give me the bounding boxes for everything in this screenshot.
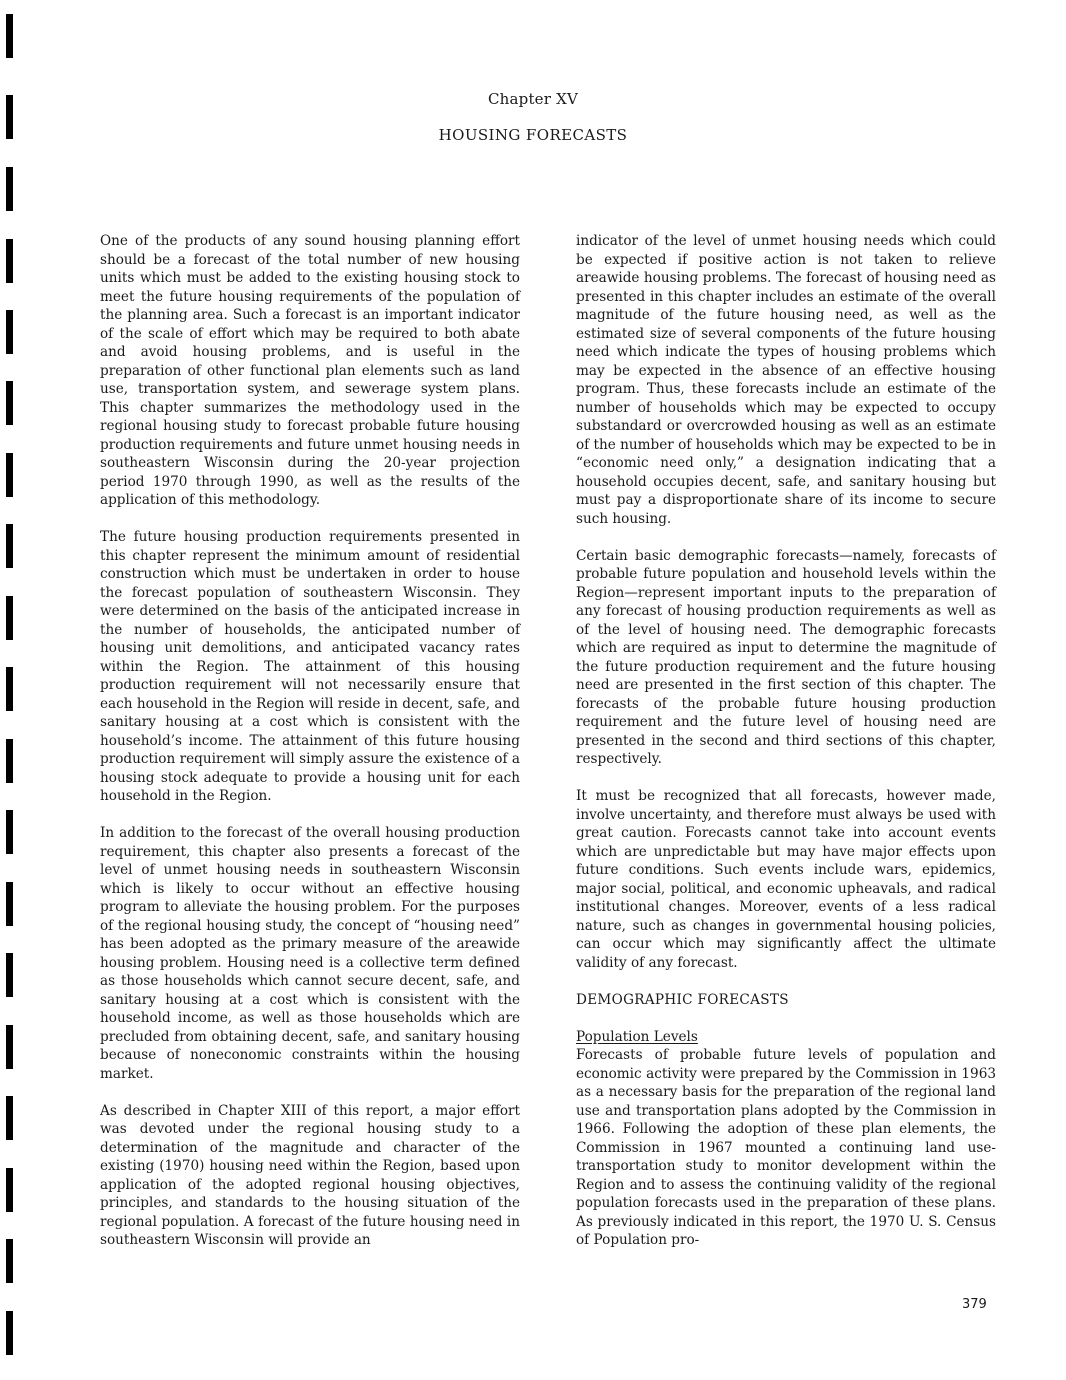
body-paragraph: indicator of the level of unmet housing needs which could be expected if positive action is not taken to relieve areawide housing problems. The forecast of housing need as presented in this chapter includes an estimate of the overall magnitude of the future housing need, as well as the estimated size of several components of the future housing need which indicate the types of housing problems which may be expected in the absence of an effective housing program. Thus, these forecasts include an estimate of the number of households which may be expected to occupy substandard or overcrowded housing as well as an estimate of the number of households which may be expected to be in “economic need only,” a designation indicating that a household occupies decent, safe, and sanitary housing but must pay a disproportionate share of its income to secure such housing.: [576, 233, 996, 527]
binding-hole: [6, 1168, 13, 1212]
page-number: 379: [962, 1297, 987, 1312]
body-paragraph: As described in Chapter XIII of this report, a major effort was devoted under the regional housing study to a determination of the magnitude and character of the existing (1970) housing need within the Region, based upon application of the adopted regional housing objectives, principles, and standards to the housing situation of the regional population. A forecast of the future housing need in southeastern Wisconsin will provide an: [100, 1102, 520, 1248]
binding-hole: [6, 810, 13, 854]
body-paragraph: Certain basic demographic forecasts—namely, forecasts of probable future population and household levels within the Region—represent important inputs to the preparation of any forecast of housing production requirements as well as of the level of housing need. The demographic forecasts which are required as input to determine the magnitude of the future production requirement and the future housing need are presented in the first section of this chapter. The forecasts of the probable future housing production requirement and the future level of housing need are presented in the second and third sections of this chapter, respectively.: [576, 547, 996, 767]
binding-hole: [6, 596, 13, 640]
binding-hole: [6, 1239, 13, 1283]
right-column: [576, 232, 996, 1268]
binding-hole: [6, 524, 13, 568]
body-paragraph: The future housing production requirements presented in this chapter represent the minimum amount of residential construction which must be undertaken in order to house the forecast population of southeastern Wisconsin. They were determined on the basis of the anticipated increase in the number of households, the anticipated number of housing unit demolitions, and anticipated vacancy rates within the Region. The attainment of this housing production requirement will not necessarily ensure that each household in the Region will reside in decent, safe, and sanitary housing at a cost which is consistent with the household’s income. The attainment of this future housing production requirement will simply assure the existence of a housing stock adequate to provide a housing unit for each household in the Region.: [100, 529, 520, 804]
section-heading: DEMOGRAPHIC FORECASTS: [576, 991, 789, 1008]
binding-hole: [6, 739, 13, 783]
body-paragraph: One of the products of any sound housing planning effort should be a forecast of the total number of new housing units which must be added to the existing housing stock to meet the future housing requirements of the population of the planning area. Such a forecast is an important indicator of the scale of effort which may be required to both abate and avoid housing problems, and is useful in the preparation of other functional plan elements such as land use, transportation system, and sewerage system plans. This chapter summarizes the methodology used in the regional housing study to forecast probable future housing production requirements and future unmet housing needs in southeastern Wisconsin during the 20-year projection period 1970 through 1990, as well as the results of the application of this methodology.: [100, 233, 520, 508]
body-paragraph: It must be recognized that all forecasts, however made, involve uncertainty, and therefore must always be used with great caution. Forecasts cannot take into account events which are unpredictable but may have major effects upon future conditions. Such events include wars, epidemics, major social, political, and economic upheavals, and radical institutional changes. Moreover, events of a less radical nature, such as changes in governmental housing policies, can occur which may significantly affect the ultimate validity of any forecast.: [576, 788, 996, 971]
subsection-heading: Population Levels: [576, 1028, 698, 1045]
binding-hole: [6, 310, 13, 354]
chapter-title: HOUSING FORECASTS: [438, 126, 628, 144]
binding-hole: [6, 1096, 13, 1140]
binding-hole: [6, 14, 13, 58]
body-paragraph: In addition to the forecast of the overall housing production requirement, this chapter also presents a forecast of the level of unmet housing needs in southeastern Wisconsin which is likely to occur without an effective housing program to alleviate the housing problem. For the purposes of the regional housing study, the concept of “housing need” has been adopted as the primary measure of the areawide housing problem. Housing need is a collective term defined as those households which cannot secure decent, safe, and sanitary housing at a cost which is consistent with the household income, as well as those households which are precluded from obtaining decent, safe, and sanitary housing because of noneconomic constraints within the housing market.: [100, 825, 520, 1082]
left-column: [100, 232, 520, 1268]
binding-holes: [6, 0, 20, 1380]
binding-hole: [6, 167, 13, 211]
binding-hole: [6, 882, 13, 926]
binding-hole: [6, 667, 13, 711]
chapter-label: Chapter XV: [487, 90, 579, 108]
binding-hole: [6, 381, 13, 425]
binding-hole: [6, 1025, 13, 1069]
binding-hole: [6, 453, 13, 497]
binding-hole: [6, 953, 13, 997]
binding-hole: [6, 1311, 13, 1355]
body-paragraph: Forecasts of probable future levels of population and economic activity were prepared by the Commission in 1963 as a necessary basis for the preparation of the regional land use and transportation plans adopted by the Commission in 1966. Following the adoption of these plan elements, the Commission in 1967 mounted a continuing land use-transportation study to monitor development within the Region and to assess the continuing validity of the regional population forecasts used in the preparation of these plans. As previously indicated in this report, the 1970 U. S. Census of Population pro-: [576, 1047, 996, 1248]
binding-hole: [6, 239, 13, 283]
